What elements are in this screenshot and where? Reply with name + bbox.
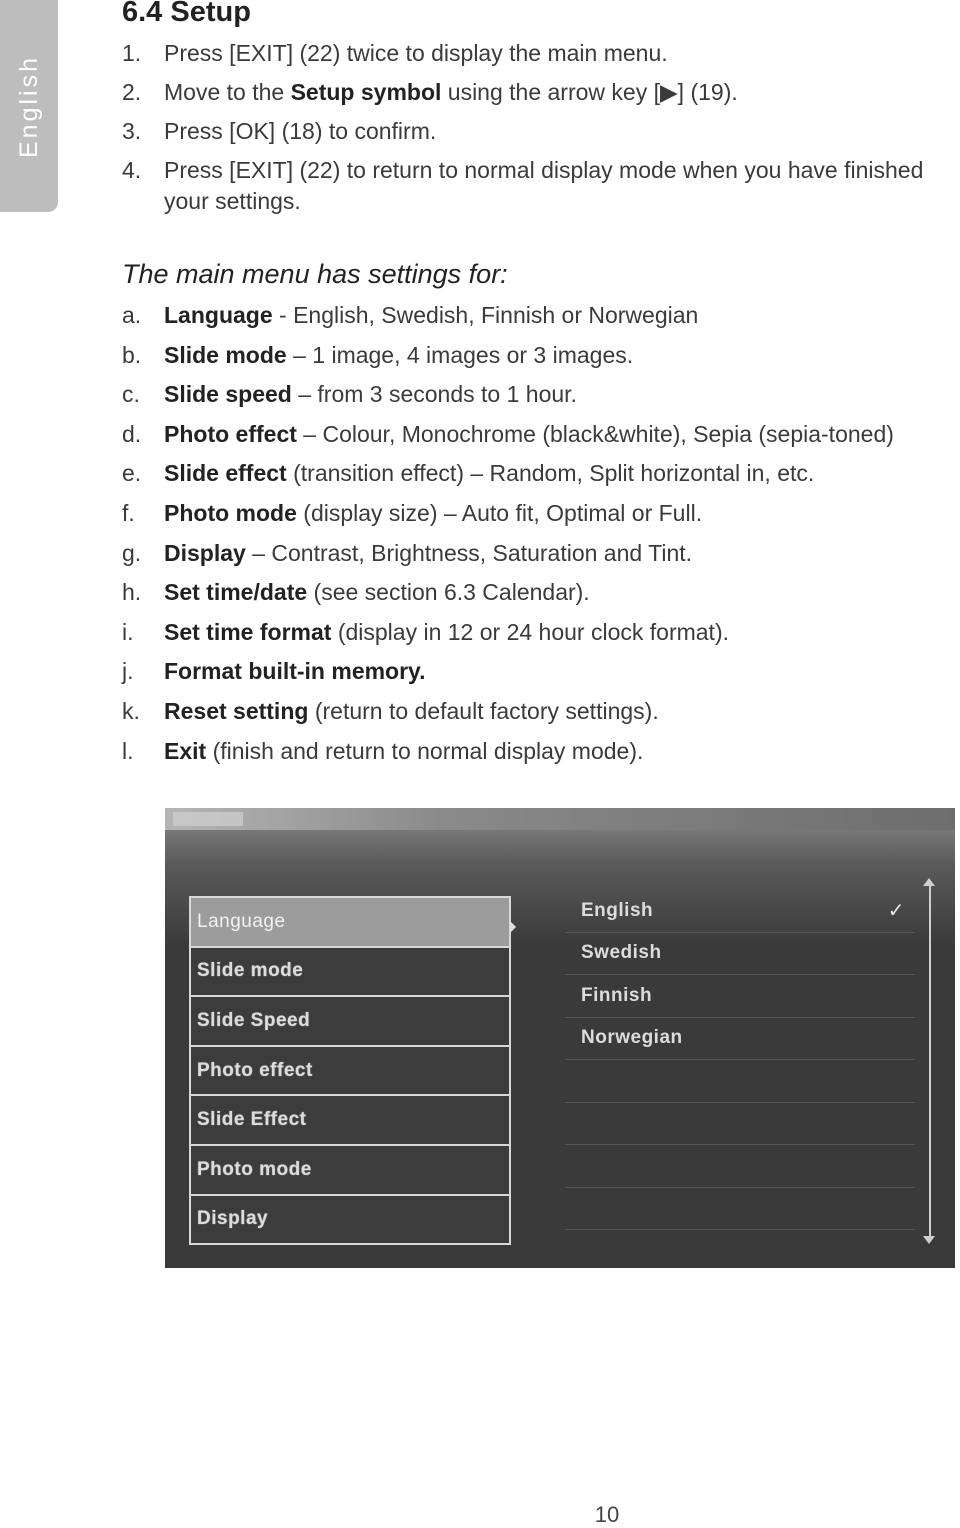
- settings-item: j. Format built-in memory.: [122, 658, 426, 685]
- screen-top-bar: [165, 808, 955, 830]
- menu-item-slide-mode[interactable]: Slide mode: [191, 948, 509, 998]
- setup-menu-list: [189, 896, 511, 1245]
- check-icon: ✓: [887, 900, 905, 922]
- step-number: 3.: [122, 118, 142, 144]
- settings-item: l. Exit (finish and return to normal display mode).: [122, 737, 644, 764]
- language-options: [565, 890, 915, 1230]
- step-number: 4.: [122, 157, 142, 183]
- step-item: 4. Press [EXIT] (22) to return to normal display mode when you have finished your settings.: [122, 157, 924, 214]
- submenu-arrow-icon: [510, 921, 516, 933]
- settings-item: f. Photo mode (display size) – Auto fit, Optimal or Full.: [122, 499, 703, 526]
- settings-item: i. Set time format (display in 12 or 24 hour clock format).: [122, 618, 729, 645]
- option-empty-row: [565, 1060, 915, 1103]
- setup-steps: [122, 38, 942, 225]
- option-empty-row: [565, 1145, 915, 1188]
- settings-item: h. Set time/date (see section 6.3 Calendar).: [122, 579, 590, 606]
- device-menu-screenshot: [165, 808, 955, 1268]
- settings-list: [122, 300, 960, 775]
- settings-item: d. Photo effect – Colour, Monochrome (black&white), Sepia (sepia-toned): [122, 420, 894, 447]
- settings-item: e. Slide effect (transition effect) – Random, Split horizontal in, etc.: [122, 460, 815, 487]
- side-tab-label: English: [14, 54, 43, 158]
- menu-item-photo-effect[interactable]: Photo effect: [191, 1047, 509, 1097]
- option-norwegian[interactable]: Norwegian: [565, 1018, 915, 1061]
- step-item: 1. Press [EXIT] (22) twice to display the main menu.: [122, 38, 942, 69]
- settings-item: b. Slide mode – 1 image, 4 images or 3 images.: [122, 341, 634, 368]
- page-number: 10: [594, 1502, 620, 1527]
- option-empty-row: [565, 1103, 915, 1146]
- settings-item: k. Reset setting (return to default factory settings).: [122, 697, 659, 724]
- option-swedish[interactable]: Swedish: [565, 933, 915, 976]
- step-number: 2.: [122, 79, 142, 105]
- settings-item: g. Display – Contrast, Brightness, Saturation and Tint.: [122, 539, 693, 566]
- option-finnish[interactable]: Finnish: [565, 975, 915, 1018]
- language-side-tab: [0, 0, 58, 212]
- step-item: 2. Move to the Setup symbol using the arrow key [▶] (19).: [122, 77, 942, 108]
- step-number: 1.: [122, 40, 142, 66]
- settings-item: c. Slide speed – from 3 seconds to 1 hour.: [122, 381, 577, 408]
- settings-heading: The main menu has settings for:: [122, 259, 508, 289]
- menu-item-slide-speed[interactable]: Slide Speed: [191, 997, 509, 1047]
- option-empty-row: [565, 1188, 915, 1231]
- menu-item-language[interactable]: Language: [191, 898, 509, 948]
- scrollbar[interactable]: [929, 884, 937, 1242]
- settings-item: a. Language - English, Swedish, Finnish or Norwegian: [122, 302, 699, 328]
- option-english[interactable]: English ✓: [565, 890, 915, 933]
- menu-item-display[interactable]: Display: [197, 1208, 269, 1230]
- section-title: 6.4 Setup: [122, 0, 251, 28]
- scroll-down-icon[interactable]: [923, 1236, 935, 1244]
- menu-item-slide-effect[interactable]: Slide Effect: [191, 1096, 509, 1146]
- step-item: 3. Press [OK] (18) to confirm.: [122, 116, 942, 147]
- menu-item-photo-mode[interactable]: Photo mode: [191, 1146, 509, 1196]
